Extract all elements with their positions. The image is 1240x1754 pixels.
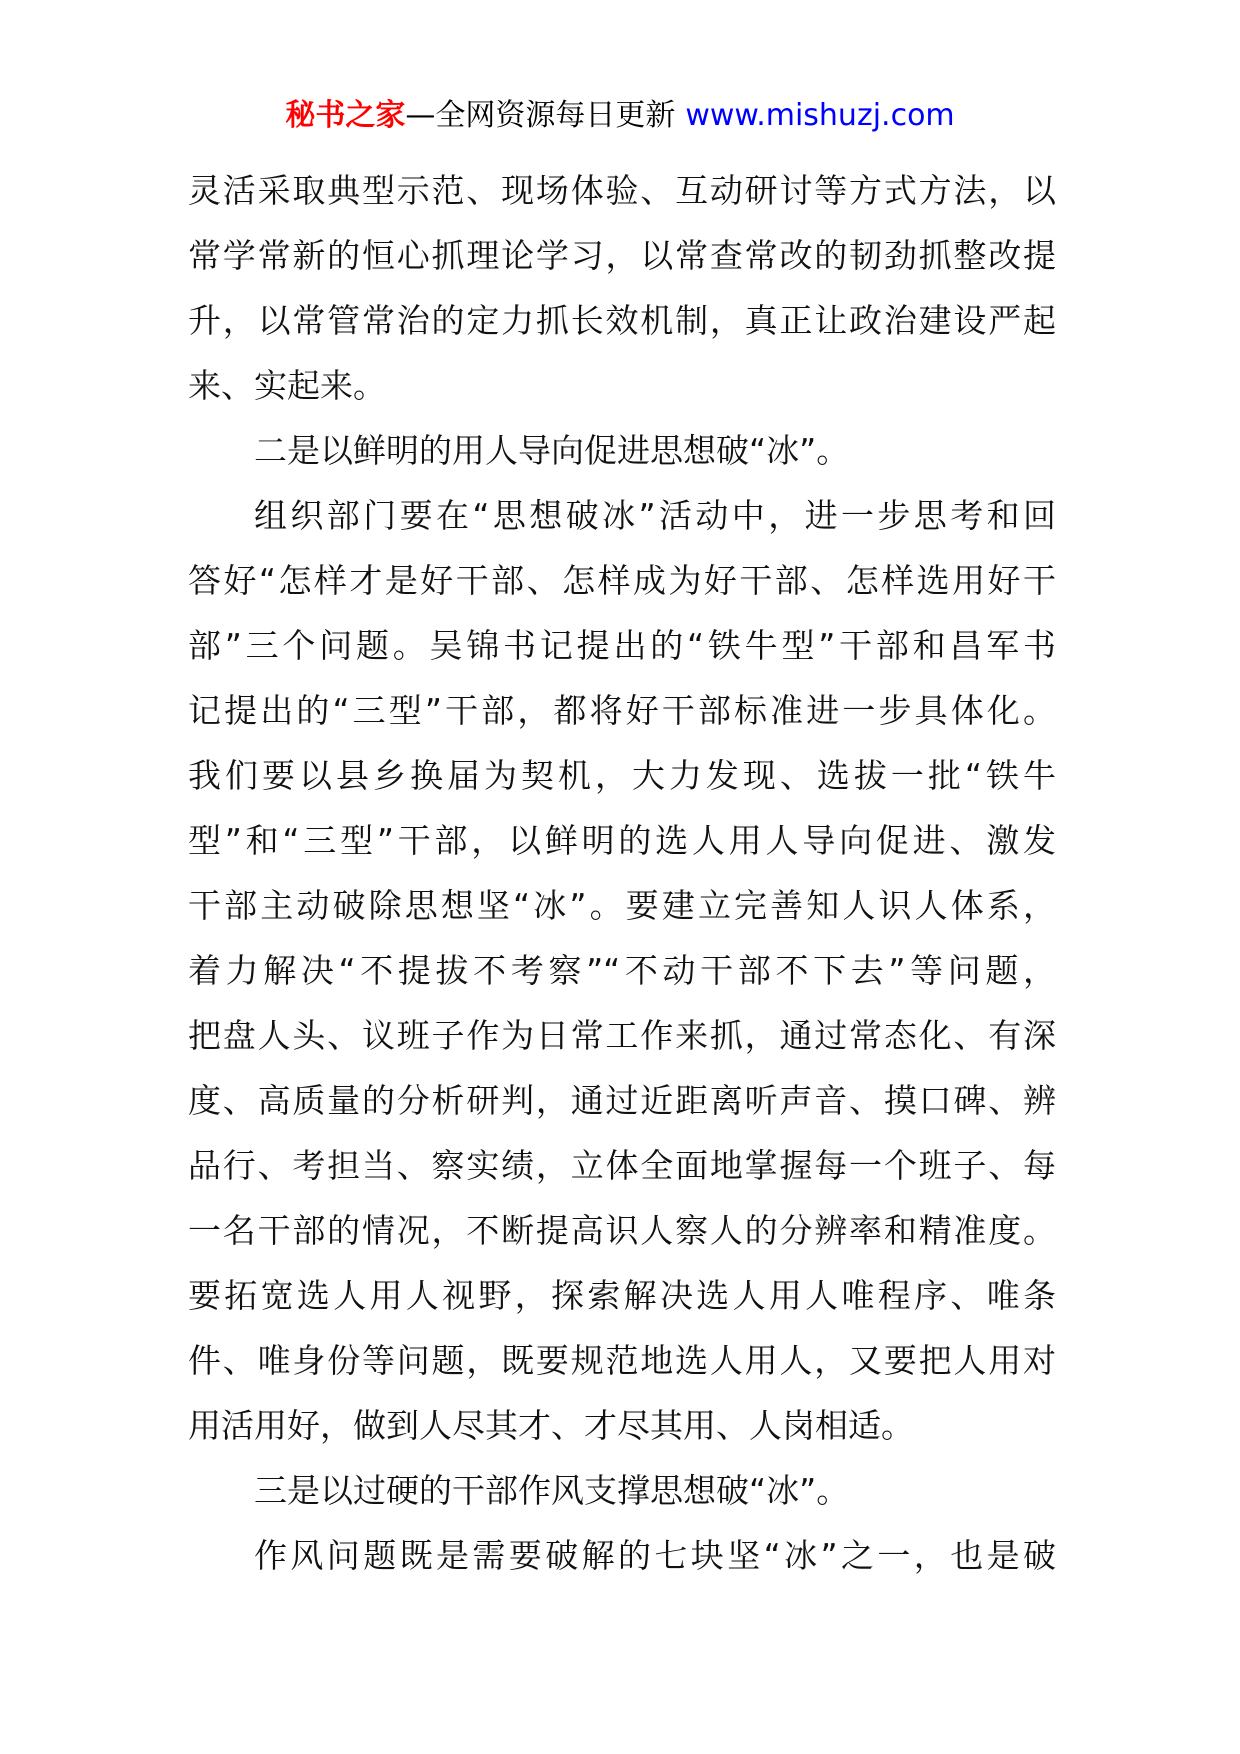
text-line: 一名干部的情况，不断提高识人察人的分辨率和精准度。 [188,1211,1056,1250]
text-line: 记提出的“三型”干部，都将好干部标准进一步具体化。 [188,691,1056,730]
text-line: 把盘人头、议班子作为日常工作来抓，通过常态化、有深 [188,1016,1056,1055]
text-line: 作风问题既是需要破解的七块坚“冰”之一，也是破 [254,1536,1056,1575]
text-line: 品行、考担当、察实绩，立体全面地掌握每一个班子、每 [188,1146,1056,1185]
page-header [0,96,1240,136]
site-url-link[interactable]: www.mishuzj.com [685,98,955,133]
text-line: 干部主动破除思想坚“冰”。要建立完善知人识人体系， [188,886,1056,925]
text-line: 灵活采取典型示范、现场体验、互动研讨等方式方法，以 [188,171,1056,210]
text-line: 要拓宽选人用人视野，探索解决选人用人唯程序、唯条 [188,1276,1056,1315]
text-line: 来、实起来。 [188,366,386,405]
section-heading: 二是以鲜明的用人导向促进思想破“冰”。 [254,431,850,470]
text-line: 常学常新的恒心抓理论学习，以常查常改的韧劲抓整改提 [188,236,1056,275]
text-line: 部”三个问题。吴锦书记提出的“铁牛型”干部和昌军书 [188,626,1056,665]
text-line: 着力解决“不提拔不考察”“不动干部不下去”等问题， [188,951,1056,990]
section-heading: 三是以过硬的干部作风支撑思想破“冰”。 [254,1471,850,1510]
text-line: 型”和“三型”干部，以鲜明的选人用人导向促进、激发 [188,821,1056,860]
brand-name: 秘书之家 [285,98,406,133]
text-line: 用活用好，做到人尽其才、才尽其用、人岗相适。 [188,1406,914,1445]
text-line: 我们要以县乡换届为契机，大力发现、选拔一批“铁牛 [188,756,1056,795]
document-body [188,158,1056,1588]
text-line: 组织部门要在“思想破冰”活动中，进一步思考和回 [254,496,1056,535]
header-tagline: —全网资源每日更新 [405,98,676,133]
text-line: 答好“怎样才是好干部、怎样成为好干部、怎样选用好干 [188,561,1056,600]
text-line: 件、唯身份等问题，既要规范地选人用人，又要把人用对 [188,1341,1056,1380]
text-line: 度、高质量的分析研判，通过近距离听声音、摸口碑、辨 [188,1081,1056,1120]
text-line: 升，以常管常治的定力抓长效机制，真正让政治建设严起 [188,301,1056,340]
